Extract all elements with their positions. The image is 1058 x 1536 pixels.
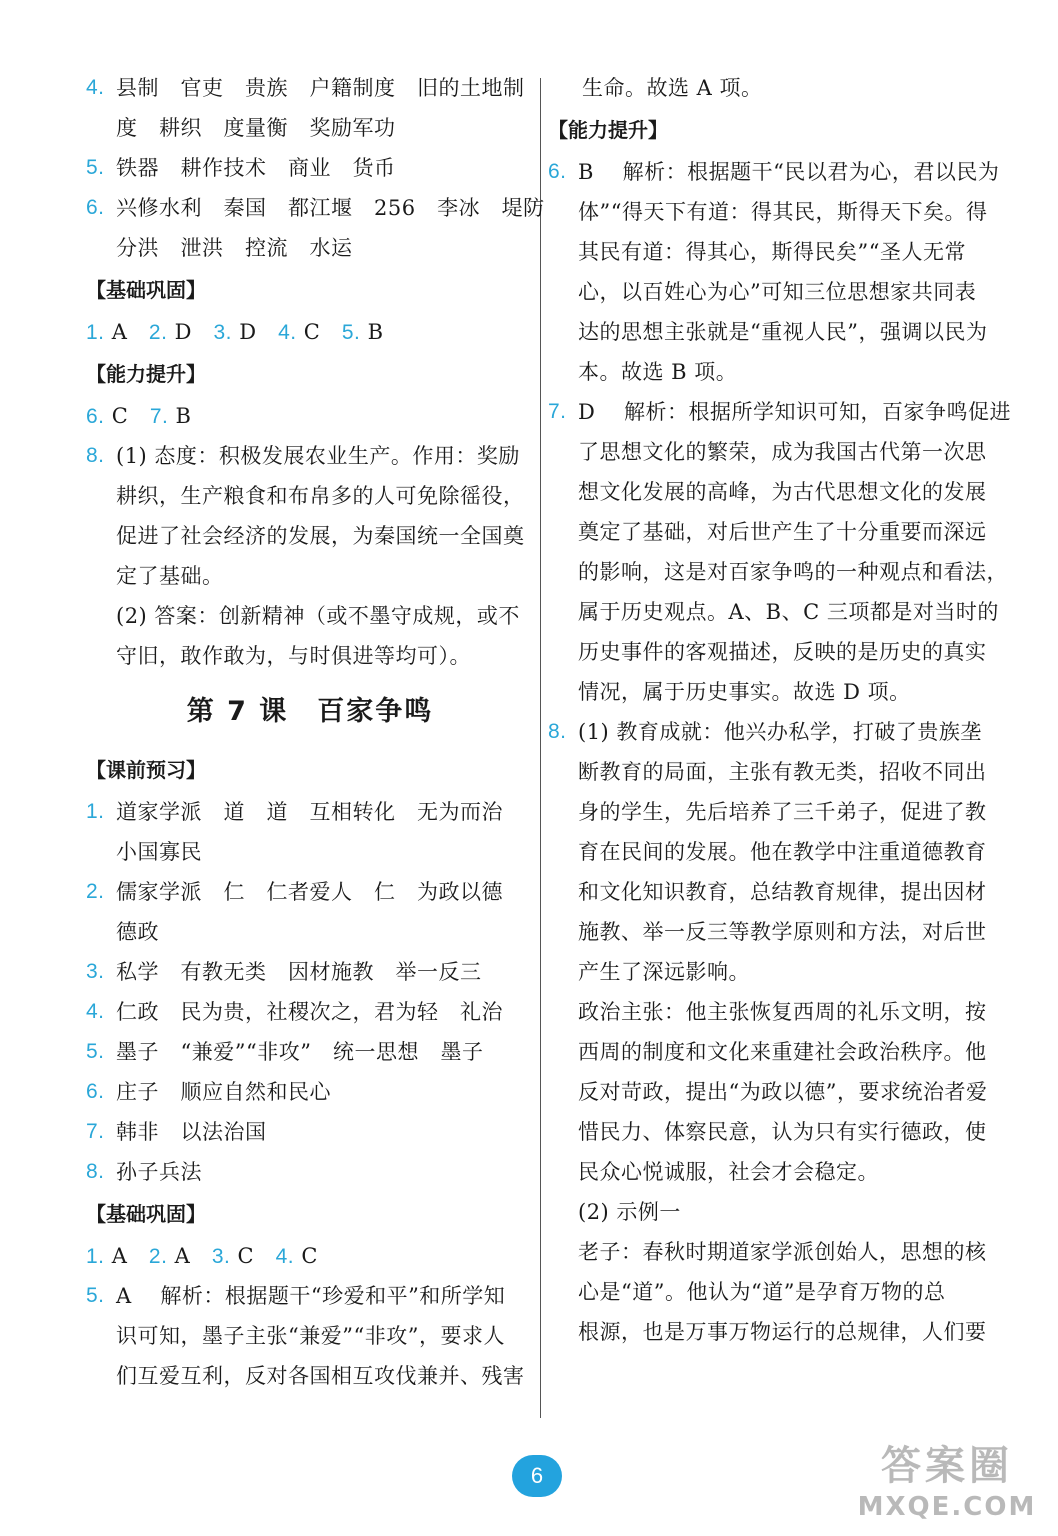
item-text: 心是“道”。他认为“道”是孕育万物的总 xyxy=(578,1280,946,1304)
list-item xyxy=(86,1152,534,1192)
answer-number: 1. xyxy=(86,321,105,344)
left-column xyxy=(86,68,545,1396)
item-text: 情况，属于历史事实。故选 D 项。 xyxy=(578,680,911,704)
item-text: 私学 有教无类 因材施教 举一反三 xyxy=(116,960,482,984)
item-text: 西周的制度和文化来重建社会政治秩序。他 xyxy=(578,1040,987,1064)
item-text: 其民有道：得其心，斯得民矣”“圣人无常 xyxy=(578,240,966,264)
item-number: 8. xyxy=(548,720,567,743)
item-text: 反对苛政，提出“为政以德”，要求统治者爱 xyxy=(578,1080,988,1104)
item-text: D 解析：根据所学知识可知，百家争鸣促进 xyxy=(578,400,1012,424)
item-text: 县制 官吏 贵族 户籍制度 旧的土地制 xyxy=(116,76,525,100)
list-item xyxy=(86,992,534,1032)
list-item xyxy=(86,872,534,952)
item-text: 定了基础。 xyxy=(116,564,224,588)
answer-row xyxy=(86,1236,534,1276)
answer-number: 6. xyxy=(86,405,105,428)
item-text: 儒家学派 仁 仁者爱人 仁 为政以德 xyxy=(116,880,503,904)
answer-row xyxy=(86,396,534,436)
lesson-title: 第 7 课 百家争鸣 xyxy=(186,696,434,727)
item-number: 5. xyxy=(86,156,105,179)
item-text: 铁器 耕作技术 商业 货币 xyxy=(116,156,396,180)
column-divider xyxy=(540,78,541,1418)
item-number: 5. xyxy=(86,1040,105,1063)
item-number: 2. xyxy=(86,880,105,903)
item-text: 度 耕织 度量衡 奖励军功 xyxy=(116,116,396,140)
item-text: 民众心悦诚服，社会才会稳定。 xyxy=(578,1160,879,1184)
item-number: 4. xyxy=(86,76,105,99)
list-item xyxy=(548,152,1000,392)
item-text: 体”“得天下有道：得其民，斯得天下矣。得 xyxy=(578,200,988,224)
answer-number: 2. xyxy=(148,321,168,344)
item-text: 施教、举一反三等教学原则和方法，对后世 xyxy=(578,920,987,944)
item-text: 耕织，生产粮食和布帛多的人可免除徭役， xyxy=(116,484,525,508)
answer-row xyxy=(86,312,534,352)
answer-number: 4. xyxy=(278,321,297,344)
item-text: (1) 教育成就：他兴办私学，打破了贵族垄 xyxy=(578,720,982,744)
item-number: 6. xyxy=(548,160,567,183)
item-text: 们互爱互利，反对各国相互攻伐兼并、残害 xyxy=(116,1364,525,1388)
answer-value: A xyxy=(174,1244,191,1268)
item-text: 政治主张：他主张恢复西周的礼乐文明，按 xyxy=(578,1000,987,1024)
section-heading: 【基础巩固】 xyxy=(86,1202,206,1226)
watermark-text: 答案圈 xyxy=(881,1443,1013,1489)
item-text: 德政 xyxy=(116,920,159,944)
item-text: 老子：春秋时期道家学派创始人，思想的核 xyxy=(578,1240,987,1264)
list-item xyxy=(86,436,534,676)
item-text: B 解析：根据题干“民以君为心，君以民为 xyxy=(578,160,1000,184)
answer-number: 1. xyxy=(86,1245,105,1268)
section-heading: 【能力提升】 xyxy=(548,118,668,142)
answer-number: 3. xyxy=(213,321,232,344)
list-item xyxy=(86,188,545,268)
item-text: 达的思想主张就是“重视人民”，强调以民为 xyxy=(578,320,988,344)
item-text: 根源，也是万事万物运行的总规律，人们要 xyxy=(578,1320,987,1344)
answer-value: D xyxy=(239,320,257,344)
item-text: 心，以百姓心为心”可知三位思想家共同表 xyxy=(578,280,977,304)
item-text: 属于历史观点。A、B、C 三项都是对当时的 xyxy=(578,600,999,624)
item-text: 和文化知识教育，总结教育规律，提出因材 xyxy=(578,880,987,904)
item-text: 惜民力、体察民意，认为只有实行德政，使 xyxy=(578,1120,987,1144)
item-text: 仁政 民为贵，社稷次之，君为轻 礼治 xyxy=(116,1000,503,1024)
item-number: 8. xyxy=(86,444,105,467)
item-text: 道家学派 道 道 互相转化 无为而治 xyxy=(116,800,503,824)
answer-number: 4. xyxy=(275,1245,295,1268)
list-item xyxy=(86,952,534,992)
list-item xyxy=(86,1112,534,1152)
item-text: 身的学生，先后培养了三千弟子，促进了教 xyxy=(578,800,987,824)
item-number: 5. xyxy=(86,1284,105,1307)
item-text: 促进了社会经济的发展，为秦国统一全国奠 xyxy=(116,524,525,548)
item-text: 韩非 以法治国 xyxy=(116,1120,267,1144)
watermark-logo xyxy=(852,1440,1042,1530)
item-text: 庄子 顺应自然和民心 xyxy=(116,1080,331,1104)
item-text: 守旧，敢作敢为，与时俱进等均可）。 xyxy=(116,644,471,668)
list-item xyxy=(86,148,534,188)
item-text: 育在民间的发展。他在教学中注重道德教育 xyxy=(578,840,987,864)
item-text: 识可知，墨子主张“兼爱”“非攻”，要求人 xyxy=(116,1324,505,1348)
item-text: 断教育的局面，主张有教无类，招收不同出 xyxy=(578,760,987,784)
watermark-url: MXQE.COM xyxy=(857,1492,1037,1522)
answer-value: B xyxy=(367,320,384,344)
list-item xyxy=(86,68,534,148)
list-item xyxy=(86,1276,534,1396)
item-number: 6. xyxy=(86,196,105,219)
item-number: 7. xyxy=(86,1120,105,1143)
answer-value: C xyxy=(237,1244,255,1268)
list-item xyxy=(548,712,994,1352)
item-number: 1. xyxy=(86,800,105,823)
item-text: 本。故选 B 项。 xyxy=(578,360,738,384)
item-text: 了思想文化的繁荣，成为我国古代第一次思 xyxy=(578,440,987,464)
item-text: (2) 答案：创新精神（或不墨守成规，或不 xyxy=(116,604,520,628)
item-text: 历史事件的客观描述，反映的是历史的真实 xyxy=(578,640,987,664)
answer-number: 7. xyxy=(149,405,169,428)
item-number: 4. xyxy=(86,1000,105,1023)
answer-number: 3. xyxy=(211,1245,231,1268)
item-number: 8. xyxy=(86,1160,105,1183)
list-item xyxy=(548,392,1012,712)
item-text: 奠定了基础，对后世产生了十分重要而深远 xyxy=(578,520,987,544)
item-text: 兴修水利 秦国 都江堰 256 李冰 堤防 xyxy=(116,196,545,220)
answer-value: D xyxy=(174,320,192,344)
section-heading: 【课前预习】 xyxy=(86,758,206,782)
section-heading: 【基础巩固】 xyxy=(86,278,206,302)
answer-value: A xyxy=(111,320,128,344)
answer-value: A xyxy=(111,1244,128,1268)
list-item xyxy=(86,1072,534,1112)
item-text: 产生了深远影响。 xyxy=(578,960,750,984)
answer-value: B xyxy=(175,404,192,428)
item-text: 分洪 泄洪 控流 水运 xyxy=(116,236,353,260)
item-text: 孙子兵法 xyxy=(116,1160,202,1184)
item-number: 3. xyxy=(86,960,105,983)
answer-value: C xyxy=(111,404,129,428)
item-text: 的影响，这是对百家争鸣的一种观点和看法， xyxy=(578,560,1008,584)
item-text: 想文化发展的高峰，为古代思想文化的发展 xyxy=(578,480,987,504)
answer-number: 2. xyxy=(148,1245,168,1268)
item-text: 小国寡民 xyxy=(116,840,202,864)
list-item xyxy=(86,1032,534,1072)
page-number: 6 xyxy=(512,1455,562,1497)
answer-number: 5. xyxy=(341,321,361,344)
answer-value: C xyxy=(303,320,321,344)
item-text: 墨子 “兼爱”“非攻” 统一思想 墨子 xyxy=(116,1040,484,1064)
item-number: 6. xyxy=(86,1080,105,1103)
answer-value: C xyxy=(301,1244,318,1268)
item-number: 7. xyxy=(548,400,567,423)
item-text: (2) 示例一 xyxy=(578,1200,681,1224)
section-heading: 【能力提升】 xyxy=(86,362,206,386)
right-column xyxy=(548,68,1012,1352)
item-text: A 解析：根据题干“珍爱和平”和所学知 xyxy=(116,1284,506,1308)
list-item xyxy=(86,792,534,872)
item-text: (1) 态度：积极发展农业生产。作用：奖励 xyxy=(116,444,520,468)
item-text: 生命。故选 A 项。 xyxy=(582,76,763,100)
